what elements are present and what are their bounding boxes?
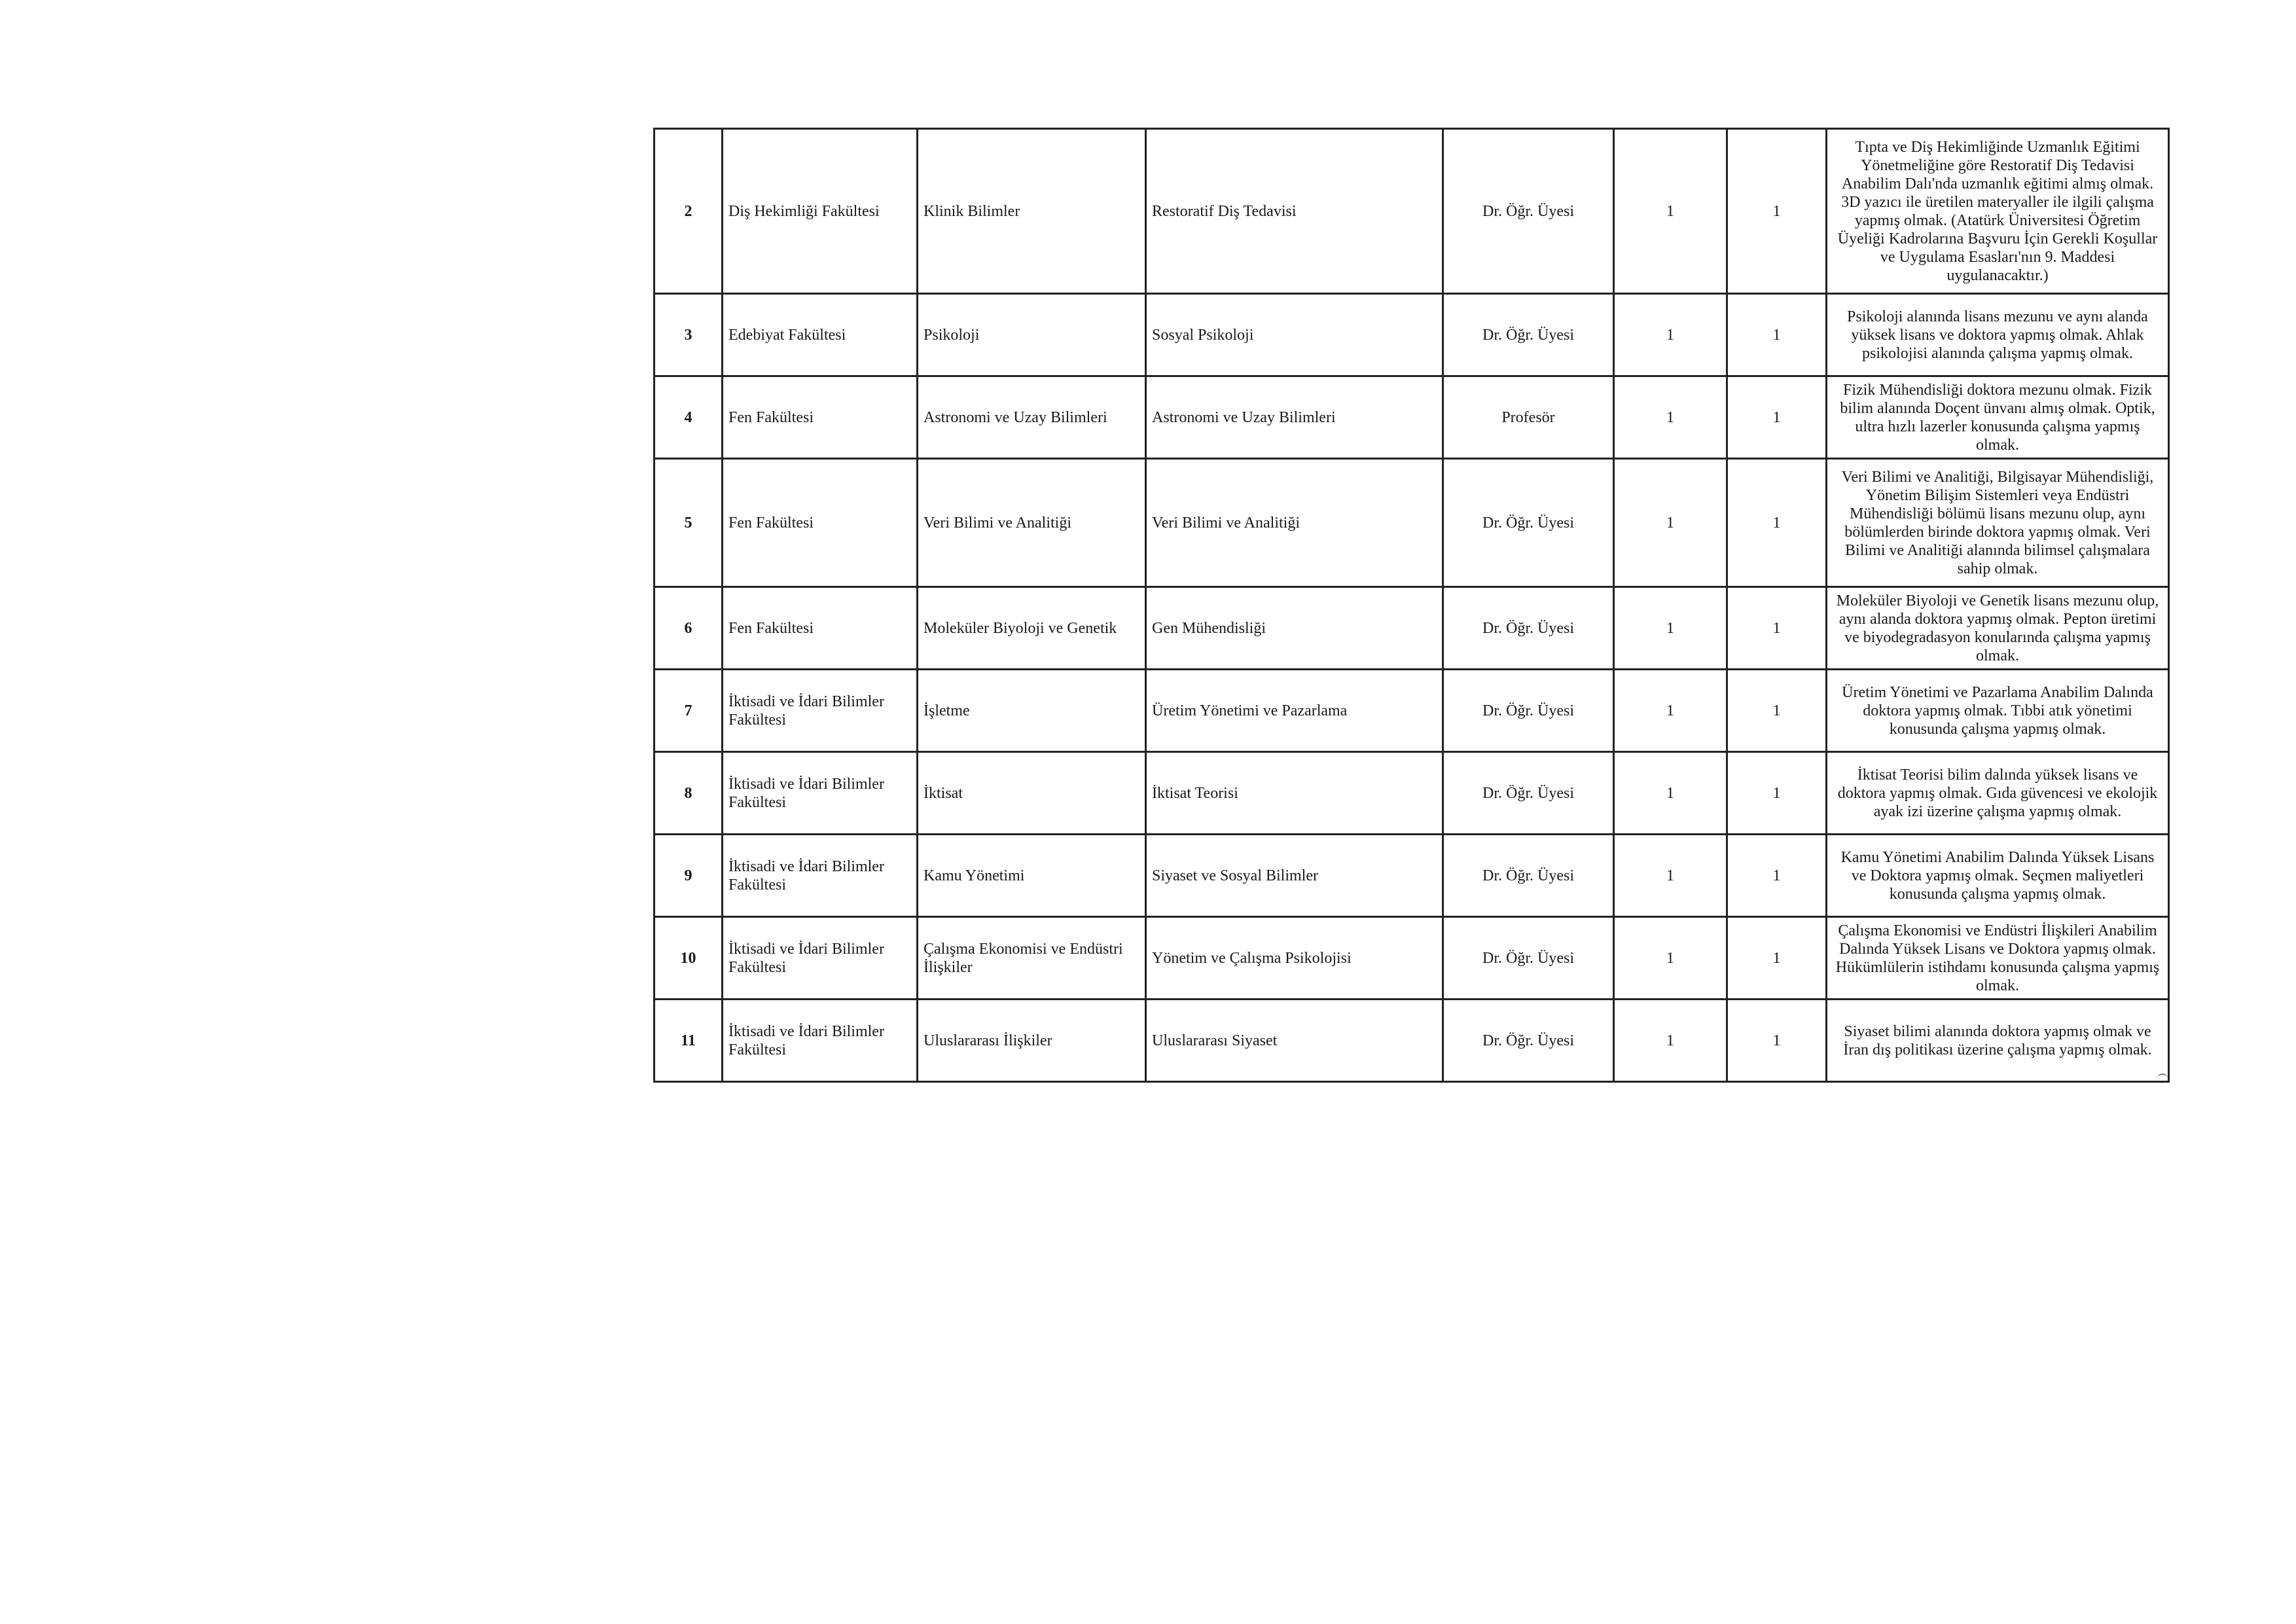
row-number: 5 xyxy=(655,459,723,587)
table-row xyxy=(655,1000,2169,1082)
table-row xyxy=(655,459,2169,587)
department-cell: Uluslararası İlişkiler xyxy=(918,1000,1146,1082)
department-cell: Veri Bilimi ve Analitiği xyxy=(918,459,1146,587)
department-cell: Astronomi ve Uzay Bilimleri xyxy=(918,376,1146,459)
faculty-cell: Fen Fakültesi xyxy=(723,376,918,459)
faculty-cell: İktisadi ve İdari Bilimler Fakültesi xyxy=(723,917,918,1000)
table-row xyxy=(655,670,2169,752)
row-number: 11 xyxy=(655,1000,723,1082)
field-cell: İktisat Teorisi xyxy=(1146,752,1443,835)
table-row xyxy=(655,294,2169,376)
field-cell: Gen Mühendisliği xyxy=(1146,587,1443,670)
row-number: 10 xyxy=(655,917,723,1000)
faculty-cell: İktisadi ve İdari Bilimler Fakültesi xyxy=(723,670,918,752)
row-number: 7 xyxy=(655,670,723,752)
requirements-cell: Siyaset bilimi alanında doktora yapmış olmak ve İran dış politikası üzerine çalışma yapmış olmak. xyxy=(1827,1000,2169,1082)
requirements-cell: Psikoloji alanında lisans mezunu ve aynı alanda yüksek lisans ve doktora yapmış olmak. Ahlak psikolojisi alanında çalışma yapmış olmak. xyxy=(1827,294,2169,376)
count-cell: 1 xyxy=(1727,294,1827,376)
degree-cell: 1 xyxy=(1614,294,1727,376)
table-row xyxy=(655,129,2169,294)
department-cell: Psikoloji xyxy=(918,294,1146,376)
count-cell: 1 xyxy=(1727,376,1827,459)
faculty-cell: İktisadi ve İdari Bilimler Fakültesi xyxy=(723,1000,918,1082)
count-cell: 1 xyxy=(1727,835,1827,917)
count-cell: 1 xyxy=(1727,1000,1827,1082)
requirements-cell: Üretim Yönetimi ve Pazarlama Anabilim Dalında doktora yapmış olmak. Tıbbi atık yönetimi konusunda çalışma yapmış olmak. xyxy=(1827,670,2169,752)
requirements-cell: Tıpta ve Diş Hekimliğinde Uzmanlık Eğitimi Yönetmeliğine göre Restoratif Diş Tedavisi Anabilim Dalı'nda uzmanlık eğitimi almış olmak. 3D yazıcı ile üretilen materyaller ile ilgili çalışma yapmış olmak. (Atatürk Üniversitesi Öğretim Üyeliği Kadrolarına Başvuru İçin Gerekli Koşullar ve Uygulama Esasları'nın 9. Maddesi uygulanacaktır.) xyxy=(1827,129,2169,294)
faculty-cell: Edebiyat Fakültesi xyxy=(723,294,918,376)
degree-cell: 1 xyxy=(1614,1000,1727,1082)
title-cell: Profesör xyxy=(1443,376,1614,459)
degree-cell: 1 xyxy=(1614,376,1727,459)
degree-cell: 1 xyxy=(1614,459,1727,587)
requirements-cell: Fizik Mühendisliği doktora mezunu olmak. Fizik bilim alanında Doçent ünvanı almış olmak. Optik, ultra hızlı lazerler konusunda çalışma yapmış olmak. xyxy=(1827,376,2169,459)
faculty-positions-table xyxy=(653,128,2170,1083)
field-cell: Üretim Yönetimi ve Pazarlama xyxy=(1146,670,1443,752)
title-cell: Dr. Öğr. Üyesi xyxy=(1443,670,1614,752)
degree-cell: 1 xyxy=(1614,917,1727,1000)
title-cell: Dr. Öğr. Üyesi xyxy=(1443,917,1614,1000)
field-cell: Siyaset ve Sosyal Bilimler xyxy=(1146,835,1443,917)
department-cell: Kamu Yönetimi xyxy=(918,835,1146,917)
requirements-cell: Veri Bilimi ve Analitiği, Bilgisayar Mühendisliği, Yönetim Bilişim Sistemleri veya Endüstri Mühendisliği bölümü lisans mezunu olup, aynı bölümlerden birinde doktora yapmış olmak. Veri Bilimi ve Analitiği alanında bilimsel çalışmalara sahip olmak. xyxy=(1827,459,2169,587)
table-row xyxy=(655,587,2169,670)
count-cell: 1 xyxy=(1727,670,1827,752)
row-number: 6 xyxy=(655,587,723,670)
department-cell: Klinik Bilimler xyxy=(918,129,1146,294)
field-cell: Uluslararası Siyaset xyxy=(1146,1000,1443,1082)
title-cell: Dr. Öğr. Üyesi xyxy=(1443,587,1614,670)
department-cell: İktisat xyxy=(918,752,1146,835)
field-cell: Yönetim ve Çalışma Psikolojisi xyxy=(1146,917,1443,1000)
title-cell: Dr. Öğr. Üyesi xyxy=(1443,294,1614,376)
degree-cell: 1 xyxy=(1614,752,1727,835)
title-cell: Dr. Öğr. Üyesi xyxy=(1443,752,1614,835)
table-row xyxy=(655,376,2169,459)
count-cell: 1 xyxy=(1727,587,1827,670)
title-cell: Dr. Öğr. Üyesi xyxy=(1443,1000,1614,1082)
degree-cell: 1 xyxy=(1614,835,1727,917)
table-row xyxy=(655,917,2169,1000)
row-number: 3 xyxy=(655,294,723,376)
requirements-cell: Moleküler Biyoloji ve Genetik lisans mezunu olup, aynı alanda doktora yapmış olmak. Pepton üretimi ve biyodegradasyon konularında çalışma yapmış olmak. xyxy=(1827,587,2169,670)
count-cell: 1 xyxy=(1727,917,1827,1000)
row-number: 8 xyxy=(655,752,723,835)
count-cell: 1 xyxy=(1727,459,1827,587)
faculty-cell: Diş Hekimliği Fakültesi xyxy=(723,129,918,294)
department-cell: Çalışma Ekonomisi ve Endüstri İlişkiler xyxy=(918,917,1146,1000)
degree-cell: 1 xyxy=(1614,129,1727,294)
requirements-cell: Kamu Yönetimi Anabilim Dalında Yüksek Lisans ve Doktora yapmış olmak. Seçmen maliyetleri konusunda çalışma yapmış olmak. xyxy=(1827,835,2169,917)
requirements-cell: İktisat Teorisi bilim dalında yüksek lisans ve doktora yapmış olmak. Gıda güvencesi ve ekolojik ayak izi üzerine çalışma yapmış olmak. xyxy=(1827,752,2169,835)
field-cell: Astronomi ve Uzay Bilimleri xyxy=(1146,376,1443,459)
field-cell: Veri Bilimi ve Analitiği xyxy=(1146,459,1443,587)
table-row xyxy=(655,835,2169,917)
table-row xyxy=(655,752,2169,835)
faculty-cell: İktisadi ve İdari Bilimler Fakültesi xyxy=(723,752,918,835)
title-cell: Dr. Öğr. Üyesi xyxy=(1443,835,1614,917)
faculty-cell: Fen Fakültesi xyxy=(723,587,918,670)
faculty-cell: İktisadi ve İdari Bilimler Fakültesi xyxy=(723,835,918,917)
count-cell: 1 xyxy=(1727,129,1827,294)
department-cell: Moleküler Biyoloji ve Genetik xyxy=(918,587,1146,670)
department-cell: İşletme xyxy=(918,670,1146,752)
requirements-cell: Çalışma Ekonomisi ve Endüstri İlişkileri Anabilim Dalında Yüksek Lisans ve Doktora yapmış olmak. Hükümlülerin istihdamı konusunda çalışma yapmış olmak. xyxy=(1827,917,2169,1000)
row-number: 4 xyxy=(655,376,723,459)
field-cell: Restoratif Diş Tedavisi xyxy=(1146,129,1443,294)
title-cell: Dr. Öğr. Üyesi xyxy=(1443,459,1614,587)
degree-cell: 1 xyxy=(1614,587,1727,670)
title-cell: Dr. Öğr. Üyesi xyxy=(1443,129,1614,294)
count-cell: 1 xyxy=(1727,752,1827,835)
row-number: 2 xyxy=(655,129,723,294)
row-number: 9 xyxy=(655,835,723,917)
degree-cell: 1 xyxy=(1614,670,1727,752)
field-cell: Sosyal Psikoloji xyxy=(1146,294,1443,376)
faculty-cell: Fen Fakültesi xyxy=(723,459,918,587)
